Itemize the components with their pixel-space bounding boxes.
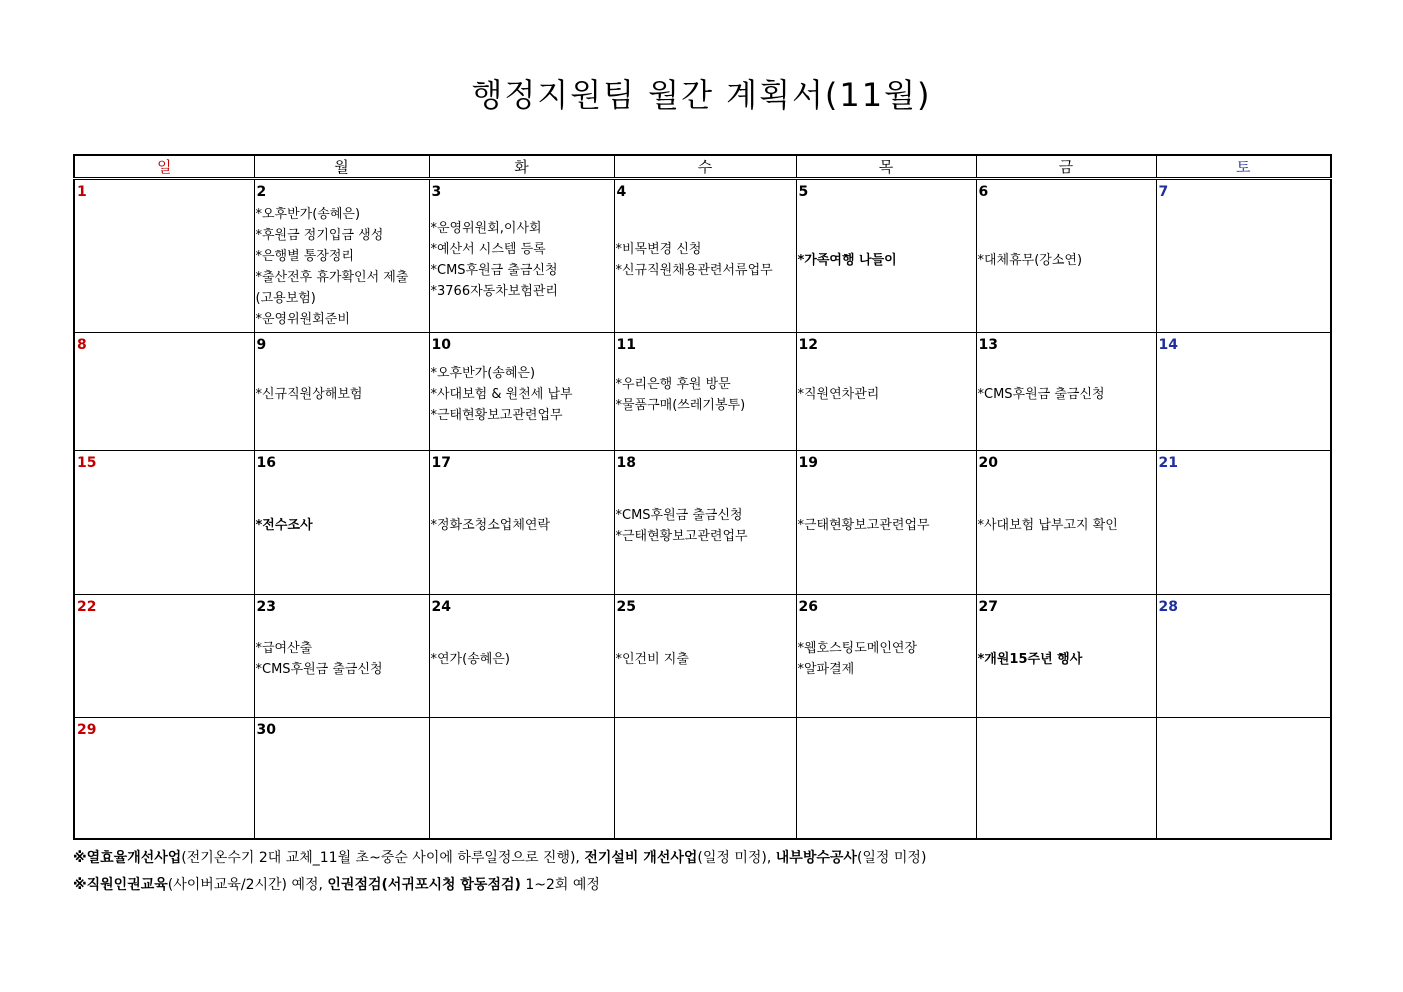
event-list	[798, 180, 975, 332]
day-number: 26	[798, 599, 818, 615]
day-number: 8	[77, 337, 87, 353]
event-item: *오후반가(송혜은)	[430, 366, 536, 381]
event-item: *우리은행 후원 방문	[615, 376, 731, 392]
day-number: 18	[616, 455, 636, 471]
note-mark: ※	[73, 850, 87, 866]
day-number: 19	[798, 455, 818, 471]
event-item: *가족여행 나들이	[797, 252, 897, 268]
event-item: *사대보험 & 원천세 납부	[430, 387, 573, 402]
event-item: *예산서 시스템 등록	[430, 242, 546, 257]
day-number: 22	[77, 599, 97, 615]
day-cell	[976, 451, 1156, 595]
day-number: 5	[798, 184, 809, 200]
note-item-human-rights-check: 인권점검(서귀포시청 합동점검)	[327, 877, 521, 893]
event-item: *출산전후 휴가확인서 제출	[255, 270, 409, 285]
event-item: *개원15주년 행사	[977, 651, 1083, 667]
day-cell	[1156, 179, 1331, 333]
day-number: 7	[1158, 184, 1169, 200]
event-item: *운영위원회,이사회	[430, 221, 542, 236]
weekday-header-tue: 화	[429, 155, 614, 179]
day-cell	[74, 451, 254, 595]
day-cell	[429, 451, 614, 595]
day-number	[797, 718, 976, 721]
note-detail: 1~2회 예정	[520, 877, 600, 893]
event-item: *근태현황보고관련업무	[430, 408, 563, 423]
day-cell	[1156, 333, 1331, 451]
week-row	[74, 333, 1331, 451]
event-item: *근태현황보고관련업무	[797, 518, 930, 533]
day-cell	[976, 179, 1156, 333]
day-number	[977, 718, 1156, 721]
event-list	[256, 595, 428, 717]
weekday-header-wed: 수	[614, 155, 796, 179]
day-cell	[74, 179, 254, 333]
event-list	[798, 333, 975, 450]
day-number: 4	[616, 184, 627, 200]
day-number: 23	[256, 599, 276, 615]
event-list	[616, 451, 795, 594]
day-cell	[254, 718, 429, 840]
day-number: 16	[256, 455, 276, 471]
event-item: *CMS후원금 출금신청	[977, 387, 1105, 402]
day-number: 1	[77, 184, 87, 200]
event-item: *운영위원회준비	[255, 312, 350, 327]
day-cell	[254, 595, 429, 718]
day-number: 2	[256, 184, 267, 200]
note-detail: (일정 미정)	[856, 850, 927, 866]
note-item-heat-efficiency: 열효율개선사업	[86, 850, 182, 866]
day-number	[615, 718, 796, 721]
weekday-header-thu: 목	[796, 155, 976, 179]
week-row	[74, 595, 1331, 718]
day-cell	[429, 595, 614, 718]
footnotes	[73, 845, 926, 899]
day-number: 20	[978, 455, 998, 471]
weekday-header-sun: 일	[74, 155, 254, 179]
weekday-header-mon: 월	[254, 155, 429, 179]
day-number: 27	[978, 599, 998, 615]
day-cell	[614, 718, 796, 840]
event-list	[616, 595, 795, 717]
event-list	[616, 180, 795, 332]
day-number: 30	[256, 722, 276, 738]
day-number: 17	[431, 455, 451, 471]
event-item: *CMS후원금 출금신청	[430, 263, 558, 278]
day-number	[1157, 718, 1331, 721]
day-cell	[796, 718, 976, 840]
event-item: *정화조청소업체연락	[430, 518, 551, 533]
event-list	[431, 333, 613, 450]
event-list	[431, 180, 613, 332]
day-cell	[614, 595, 796, 718]
footnote-line-1	[73, 845, 926, 872]
event-item: *3766자동차보험관리	[430, 284, 558, 299]
note-item-waterproof: 내부방수공사	[775, 850, 857, 866]
day-cell	[1156, 718, 1331, 840]
day-cell	[74, 718, 254, 840]
day-number: 9	[256, 337, 267, 353]
note-item-human-rights-edu: 직원인권교육	[86, 877, 168, 893]
week-row	[74, 718, 1331, 840]
event-item: *사대보험 납부고지 확인	[977, 518, 1118, 533]
event-list	[978, 451, 1155, 594]
day-cell	[429, 333, 614, 451]
day-number: 12	[798, 337, 818, 353]
day-number: 25	[616, 599, 636, 615]
day-cell	[254, 333, 429, 451]
event-item: *오후반가(송혜은)	[255, 207, 361, 222]
week-row	[74, 179, 1331, 333]
event-item: *신규직원채용관련서류업무	[615, 263, 773, 278]
day-cell	[74, 333, 254, 451]
event-item: *인건비 지출	[615, 651, 689, 667]
day-number: 14	[1158, 337, 1178, 353]
day-number: 10	[431, 337, 451, 353]
event-item: *웹호스팅도메인연장	[797, 641, 918, 656]
weekday-header-fri: 금	[976, 155, 1156, 179]
day-number: 11	[616, 337, 636, 353]
day-cell	[796, 595, 976, 718]
note-detail: (일정 미정),	[697, 850, 776, 866]
note-detail: (사이버교육/2시간) 예정,	[167, 877, 328, 893]
day-cell	[1156, 595, 1331, 718]
day-number: 6	[978, 184, 989, 200]
event-list	[616, 333, 795, 450]
day-cell	[614, 333, 796, 451]
event-item: *근태현황보고관련업무	[615, 528, 748, 544]
day-cell	[976, 333, 1156, 451]
event-list	[978, 180, 1155, 332]
event-item: (고용보험)	[255, 291, 316, 306]
note-mark: ※	[73, 877, 87, 893]
event-item: *후원금 정기입금 생성	[255, 228, 384, 243]
day-cell	[796, 451, 976, 595]
day-cell	[614, 179, 796, 333]
event-item: *CMS후원금 출금신청	[615, 507, 743, 523]
day-number: 3	[431, 184, 442, 200]
day-cell	[614, 451, 796, 595]
day-cell	[254, 179, 429, 333]
day-cell	[429, 718, 614, 840]
event-list	[256, 204, 428, 330]
day-cell	[429, 179, 614, 333]
day-cell	[1156, 451, 1331, 595]
day-cell	[74, 595, 254, 718]
day-number: 21	[1158, 455, 1178, 471]
day-number: 28	[1158, 599, 1178, 615]
event-item: *물품구매(쓰레기봉투)	[615, 397, 746, 413]
calendar-table	[73, 154, 1332, 840]
footnote-line-2	[73, 872, 926, 899]
event-item: *연가(송혜은)	[430, 651, 510, 667]
event-item: *CMS후원금 출금신청	[255, 662, 383, 677]
event-list	[978, 595, 1155, 717]
day-cell	[976, 595, 1156, 718]
event-list	[978, 333, 1155, 450]
day-number: 29	[77, 722, 97, 738]
event-list	[798, 451, 975, 594]
event-item: *전수조사	[255, 518, 313, 533]
event-item: *은행별 통장정리	[255, 249, 355, 264]
weekday-header-row	[74, 155, 1331, 179]
page-title: 행정지원팀 월간 계획서(11월)	[471, 76, 932, 114]
day-cell	[976, 718, 1156, 840]
day-number	[430, 718, 614, 721]
week-row	[74, 451, 1331, 595]
note-detail: (전기온수기 2대 교체_11월 초~중순 사이에 하루일정으로 진행),	[181, 850, 585, 866]
day-cell	[254, 451, 429, 595]
event-list	[431, 595, 613, 717]
day-cell	[796, 179, 976, 333]
event-list	[256, 451, 428, 594]
day-cell	[796, 333, 976, 451]
event-item: *비목변경 신청	[615, 242, 702, 257]
event-item: *알파결제	[797, 662, 855, 677]
event-list	[798, 595, 975, 717]
event-item: *직원연차관리	[797, 387, 880, 402]
day-number: 15	[77, 455, 97, 471]
weekday-header-sat: 토	[1156, 155, 1331, 179]
event-list	[256, 333, 428, 450]
day-number: 13	[978, 337, 998, 353]
event-item: *급여산출	[255, 641, 313, 656]
event-item: *대체휴무(강소연)	[977, 252, 1083, 268]
day-number: 24	[431, 599, 451, 615]
event-list	[431, 451, 613, 594]
note-item-electric: 전기설비 개선사업	[584, 850, 698, 866]
event-item: *신규직원상해보험	[255, 387, 363, 402]
